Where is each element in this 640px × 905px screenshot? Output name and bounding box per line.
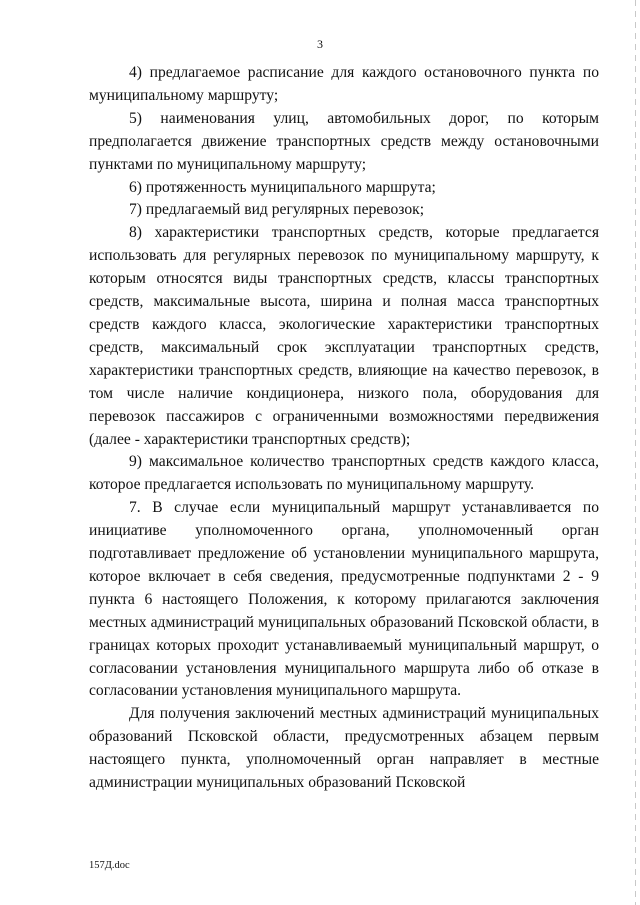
scan-edge-line bbox=[635, 0, 636, 905]
paragraph-item-6: 6) протяженность муниципального маршрута; bbox=[129, 178, 436, 196]
paragraph-item-7: 7) предлагаемый вид регулярных перевозок; bbox=[129, 201, 425, 219]
page-number: 3 bbox=[317, 37, 323, 51]
paragraph-item-9: 9) максимальное количество транспортных средств каждого класса, которое предлагается использовать по муниципальному маршруту. bbox=[89, 453, 599, 494]
document-body bbox=[89, 62, 599, 795]
file-name-footer: 157Д.doc bbox=[89, 860, 130, 871]
paragraph-clause-7-continued: Для получения заключений местных администраций муниципальных образований Псковской области, предусмотренных абзацем первым настоящего пункта, уполномоченный орган направляет в местные администрации муниципальных образований Псковской bbox=[89, 705, 599, 792]
paragraph-item-5: 5) наименования улиц, автомобильных дорог, по которым предполагается движение транспортных средств между остановочными пунктами по муниципальному маршруту; bbox=[89, 109, 599, 173]
paragraph-item-4: 4) предлагаемое расписание для каждого остановочного пункта по муниципальному маршруту; bbox=[89, 64, 599, 104]
paragraph-item-8: 8) характеристики транспортных средств, которые предлагается использовать для регулярных перевозок по муниципальному маршруту, к которым относятся виды транспортных средств, классы транспортных средств, максимальные высота, ширина и полная масса транспортных средств каждого класса, экологические характеристики транспортных средств, максимальный срок эксплуатации транспортных средств, характеристики транспортных средств, влияющие на качество перевозок, в том числе наличие кондиционера, низкого пола, оборудования для перевозок пассажиров с ограниченными возможностями передвижения (далее - характеристики транспортных средств); bbox=[89, 224, 599, 448]
paragraph-clause-7: 7. В случае если муниципальный маршрут устанавливается по инициативе уполномоченного органа, уполномоченный орган подготавливает предложение об установлении муниципального маршрута, которое включает в себя сведения, предусмотренные подпунктами 2 - 9 пункта 6 настоящего Положения, к которому прилагаются заключения местных администраций муниципальных образований Псковской области, в границах которых проходит устанавливаемый муниципальный маршрут, о согласовании установления муниципального маршрута либо об отказе в согласовании установления муниципального маршрута. bbox=[89, 499, 599, 700]
